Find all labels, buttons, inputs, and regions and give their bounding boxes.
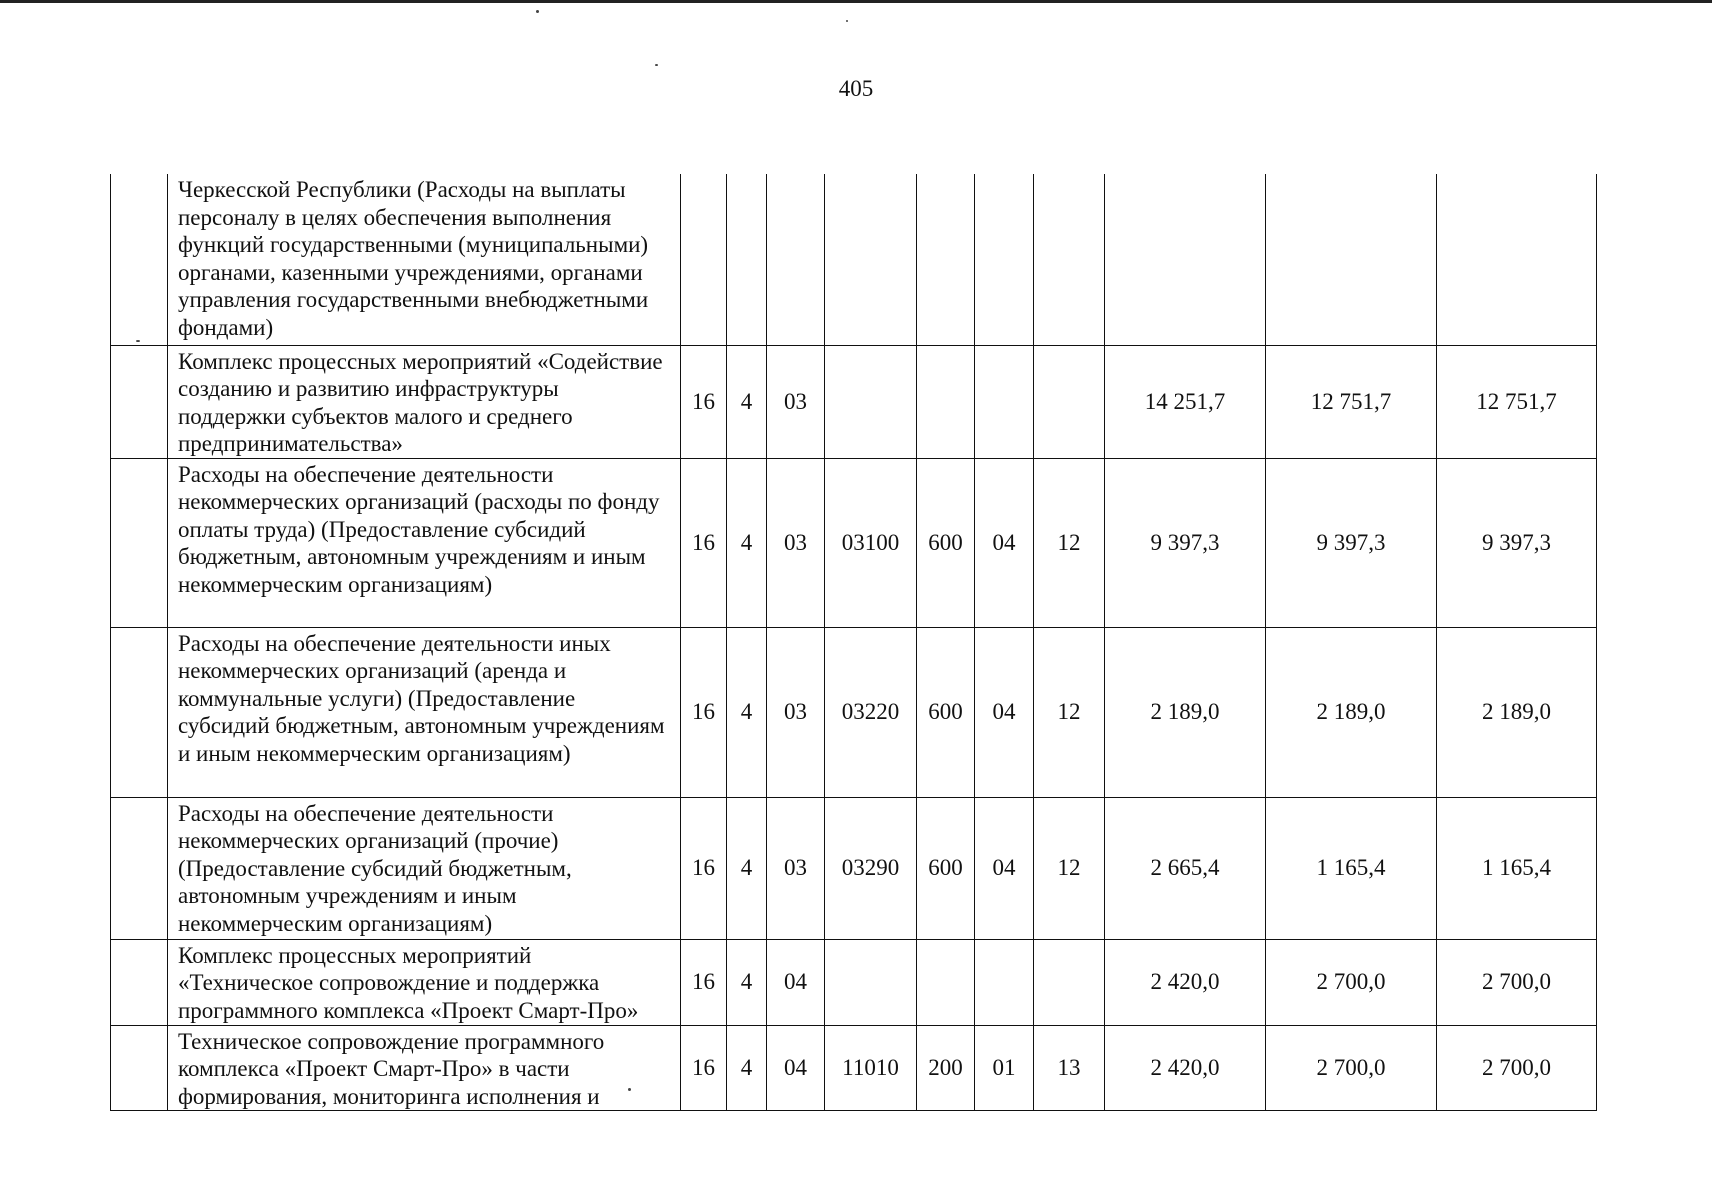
code-cell: 04 xyxy=(975,797,1034,939)
code-cell: 16 xyxy=(681,1025,727,1111)
code-cell: 04 xyxy=(767,939,825,1025)
scan-speck xyxy=(536,10,539,13)
table-row xyxy=(111,1025,1597,1111)
code-cell: 600 xyxy=(917,627,975,797)
description-cell: Расходы на обеспечение деятельности некоммерческих организаций (прочие) (Предоставление субсидий бюджетным, автономным учреждениям и иным некоммерческим организациям) xyxy=(168,797,681,939)
amount-cell xyxy=(1105,174,1266,345)
amount-cell: 2 700,0 xyxy=(1437,1025,1597,1111)
amount-cell: 9 397,3 xyxy=(1437,458,1597,627)
scan-speck xyxy=(655,64,658,66)
row-number-cell xyxy=(111,939,168,1025)
code-cell xyxy=(1034,345,1105,458)
code-cell: 04 xyxy=(767,1025,825,1111)
code-cell: 12 xyxy=(1034,458,1105,627)
description-cell: Техническое сопровождение программного комплекса «Проект Смарт-Про» в части формирования, мониторинга исполнения и xyxy=(168,1025,681,1111)
code-cell: 13 xyxy=(1034,1025,1105,1111)
code-cell: 01 xyxy=(975,1025,1034,1111)
code-cell xyxy=(1034,939,1105,1025)
description-cell: Комплекс процессных мероприятий «Содействие созданию и развитию инфраструктуры поддержки субъектов малого и среднего предпринимательства» xyxy=(168,345,681,458)
amount-cell: 9 397,3 xyxy=(1266,458,1437,627)
code-cell xyxy=(917,345,975,458)
amount-cell: 2 189,0 xyxy=(1266,627,1437,797)
code-cell xyxy=(975,345,1034,458)
code-cell xyxy=(1034,174,1105,345)
code-cell: 16 xyxy=(681,797,727,939)
code-cell: 11010 xyxy=(825,1025,917,1111)
amount-cell: 2 700,0 xyxy=(1437,939,1597,1025)
table-row xyxy=(111,797,1597,939)
code-cell xyxy=(825,174,917,345)
description-cell: Комплекс процессных мероприятий «Техническое сопровождение и поддержка программного комплекса «Проект Смарт-Про» xyxy=(168,939,681,1025)
code-cell xyxy=(825,939,917,1025)
amount-cell: 12 751,7 xyxy=(1266,345,1437,458)
code-cell: 4 xyxy=(727,458,767,627)
code-cell xyxy=(917,174,975,345)
code-cell: 16 xyxy=(681,345,727,458)
code-cell: 16 xyxy=(681,939,727,1025)
budget-table xyxy=(110,174,1597,1111)
code-cell: 03100 xyxy=(825,458,917,627)
description-cell: Расходы на обеспечение деятельности иных некоммерческих организаций (аренда и коммунальные услуги) (Предоставление субсидий бюджетным, автономным учреждениям и иным некоммерческим организациям) xyxy=(168,627,681,797)
code-cell: 03220 xyxy=(825,627,917,797)
code-cell: 600 xyxy=(917,458,975,627)
row-number-cell xyxy=(111,627,168,797)
row-number-cell xyxy=(111,1025,168,1111)
code-cell: 03 xyxy=(767,627,825,797)
amount-cell: 12 751,7 xyxy=(1437,345,1597,458)
amount-cell: 14 251,7 xyxy=(1105,345,1266,458)
code-cell: 03 xyxy=(767,345,825,458)
code-cell: 04 xyxy=(975,627,1034,797)
code-cell xyxy=(727,174,767,345)
amount-cell xyxy=(1437,174,1597,345)
code-cell: 03 xyxy=(767,797,825,939)
amount-cell: 1 165,4 xyxy=(1437,797,1597,939)
amount-cell: 1 165,4 xyxy=(1266,797,1437,939)
code-cell: 4 xyxy=(727,627,767,797)
amount-cell xyxy=(1266,174,1437,345)
code-cell xyxy=(825,345,917,458)
amount-cell: 2 189,0 xyxy=(1437,627,1597,797)
code-cell: 16 xyxy=(681,458,727,627)
page-number: 405 xyxy=(838,76,874,101)
code-cell: 600 xyxy=(917,797,975,939)
table-row xyxy=(111,939,1597,1025)
code-cell xyxy=(975,939,1034,1025)
code-cell: 4 xyxy=(727,797,767,939)
row-number-cell xyxy=(111,458,168,627)
code-cell xyxy=(975,174,1034,345)
code-cell xyxy=(767,174,825,345)
code-cell: 4 xyxy=(727,939,767,1025)
code-cell: 4 xyxy=(727,345,767,458)
amount-cell: 2 700,0 xyxy=(1266,939,1437,1025)
code-cell: 04 xyxy=(975,458,1034,627)
amount-cell: 2 420,0 xyxy=(1105,939,1266,1025)
table-row xyxy=(111,458,1597,627)
row-number-cell xyxy=(111,345,168,458)
code-cell: 03 xyxy=(767,458,825,627)
code-cell xyxy=(681,174,727,345)
row-number-cell xyxy=(111,174,168,345)
code-cell xyxy=(917,939,975,1025)
amount-cell: 2 700,0 xyxy=(1266,1025,1437,1111)
code-cell: 200 xyxy=(917,1025,975,1111)
description-cell: Расходы на обеспечение деятельности некоммерческих организаций (расходы по фонду оплаты труда) (Предоставление субсидий бюджетным, автономным учреждениям и иным некоммерческим организациям) xyxy=(168,458,681,627)
code-cell: 12 xyxy=(1034,627,1105,797)
scan-speck xyxy=(846,20,848,22)
amount-cell: 2 420,0 xyxy=(1105,1025,1266,1111)
scan-top-edge xyxy=(0,0,1712,3)
table-row xyxy=(111,345,1597,458)
amount-cell: 2 189,0 xyxy=(1105,627,1266,797)
code-cell: 16 xyxy=(681,627,727,797)
code-cell: 4 xyxy=(727,1025,767,1111)
amount-cell: 2 665,4 xyxy=(1105,797,1266,939)
description-cell: Черкесской Республики (Расходы на выплаты персоналу в целях обеспечения выполнения функций государственными (муниципальными) органами, казенными учреждениями, органами управления государственными внебюджетными фондами) xyxy=(168,174,681,345)
code-cell: 12 xyxy=(1034,797,1105,939)
table-row xyxy=(111,174,1597,345)
code-cell: 03290 xyxy=(825,797,917,939)
row-number-cell xyxy=(111,797,168,939)
amount-cell: 9 397,3 xyxy=(1105,458,1266,627)
table-body xyxy=(111,174,1597,1111)
table-row xyxy=(111,627,1597,797)
